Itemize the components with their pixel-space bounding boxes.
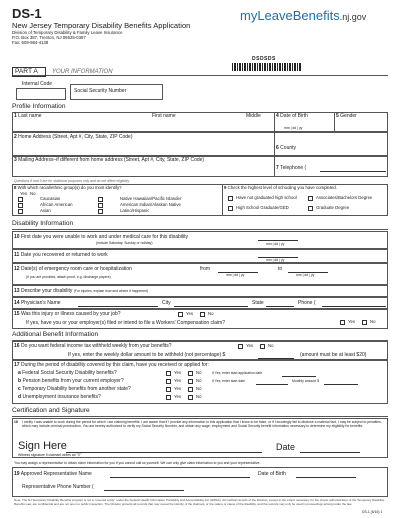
q17a-label: [18, 371, 117, 376]
q16-text: Do you want federal income tax withheld weekly from your benefits?: [20, 343, 172, 349]
school-associates: Associates/Bachelors Degree: [316, 195, 373, 200]
race-caucasian: Caucasian: [40, 196, 61, 201]
q12-to-format: mm | dd | yy: [296, 273, 315, 277]
q16-note: (amount must be at least $20): [300, 352, 367, 358]
ssn-label: Social Security Number: [74, 88, 127, 94]
race-african-american-checkbox[interactable]: [18, 203, 23, 208]
telephone-line: [320, 171, 386, 172]
q9-text: Check the highest level of schooling you have completed.: [227, 185, 337, 190]
q10-date-field[interactable]: [258, 240, 298, 241]
date-label: Date: [276, 442, 296, 452]
race-american-indian: American Indian/Alaskan Native: [120, 202, 181, 207]
school-not-graduated-checkbox[interactable]: [228, 196, 233, 201]
internal-code-box: [16, 88, 66, 100]
q15-sub: If yes, have you or your employer(s) filed or intend to file a Workers' Compensation claim?: [26, 320, 226, 326]
q17c-no-checkbox[interactable]: [188, 387, 193, 392]
rep-phone-field[interactable]: [104, 490, 184, 491]
q17b-label: [18, 379, 124, 384]
q17b-yes: Yes: [174, 378, 182, 383]
race-african-american: African American: [40, 202, 73, 207]
brand-suffix: .nj.gov: [339, 12, 367, 22]
race-caucasian-checkbox[interactable]: [18, 197, 23, 202]
sign-here: Sign Here: [18, 440, 67, 452]
q16-sub: If yes, enter the weekly dollar amount to be withheld (not percentage) $: [68, 352, 226, 358]
q16-amount-field[interactable]: [258, 358, 294, 359]
privacy-note: Note: The NJ Temporary Disability Benefits program is not a "covered entity" under the Federal Health Information Portability and Accountability Act (HIPAA). All medical records of the Division, except to the extent necessary for the proper administration of the Temporary Disability Benefits Law, are confidential and are not open to public inspection. The Division protects all records that may reveal the identity of the claimant, or the nature or cause of the disability, and the records may only be used in proceedings arising under the law.: [14, 498, 385, 506]
q12-sub: (If you are provided, attach proof, e.g. discharge papers): [26, 275, 111, 279]
name-row: [12, 112, 388, 132]
q10-text: First date you were unable to work and under medical care for this disability: [20, 234, 188, 240]
q19-text: Approved Representative Name: [20, 471, 92, 477]
q15-no: No: [208, 311, 214, 316]
q17-text: During the period of disability covered by this claim, have you received or applied for:: [20, 362, 209, 368]
q17d-letter: d: [18, 394, 22, 400]
q17b-no: No: [196, 378, 202, 383]
phone-divider: [274, 156, 275, 177]
q16-no-checkbox[interactable]: [260, 344, 265, 349]
race-asian: Asian: [40, 208, 51, 213]
q16-yes-checkbox[interactable]: [238, 344, 243, 349]
race-native-hawaiian: Native Hawaiian/Pacific Islander: [120, 196, 182, 201]
q17c-text: Temporary Disability benefits from another state?: [22, 386, 131, 392]
disability-rule: [12, 229, 388, 230]
q16-no: No: [268, 343, 274, 348]
q17c-no: No: [196, 386, 202, 391]
cert-rule: [12, 416, 388, 417]
physician-name-field[interactable]: [78, 306, 158, 307]
q17d-yes-checkbox[interactable]: [166, 395, 171, 400]
middle-label[interactable]: Middle: [246, 113, 261, 119]
barcode-text: DSDSDS: [252, 56, 276, 62]
q17a-text: Federal Social Security Disability benefits?: [22, 370, 117, 376]
q15-text: Was this injury or illness caused by your job?: [20, 311, 121, 317]
footer-code-text: DS-1 (6/16): [362, 510, 380, 514]
q17b-amount-field[interactable]: [324, 384, 358, 385]
agency-name: Division of Temporary Disability & Family Leave Insurance: [12, 30, 123, 35]
q8-q9-divider: [222, 184, 223, 216]
telephone-text: Telephone (: [280, 165, 307, 171]
home-address-text: Home Address (Street, Apt #, City, State, ZIP Code): [18, 134, 133, 140]
q15-yes: Yes: [186, 311, 194, 316]
no-header: No: [30, 191, 36, 196]
part-a-label: PART A: [15, 68, 38, 75]
q17d-yes: Yes: [174, 394, 182, 399]
q12-text: Date(s) of emergency room care or hospitalization: [20, 266, 132, 272]
q17a-yes: Yes: [174, 370, 182, 375]
school-hs-checkbox[interactable]: [228, 206, 233, 211]
physician-state-field[interactable]: [266, 306, 294, 307]
gender-label[interactable]: 5 Gender: [336, 113, 357, 119]
agency-fax: Fax: 609-984-4138: [12, 40, 49, 45]
signature-date-field[interactable]: [300, 452, 360, 453]
q9-label: 9 Check the highest level of schooling you have completed.: [224, 185, 337, 190]
school-graduate-checkbox[interactable]: [308, 206, 313, 211]
q17a-yes-checkbox[interactable]: [166, 371, 171, 376]
q17b-text: Pension benefits from your current employer?: [22, 378, 124, 384]
q14-text: Physician's Name: [20, 300, 61, 306]
q17-label: 17 During the period of disability covered by this claim, have you received or applied for:: [14, 362, 209, 368]
mailing-address-label: 3 Mailing Address–if different from home address (Street, Apt #, City, State, ZIP Code): [14, 157, 205, 163]
q16-label: 16 Do you want federal income tax withheld weekly from your benefits?: [14, 343, 172, 349]
internal-code-label: Internal Code: [22, 81, 53, 87]
q10-date-format: mm | dd | yy: [266, 242, 285, 246]
first-name-label[interactable]: First name: [152, 113, 176, 119]
q15b-no-checkbox[interactable]: [362, 320, 367, 325]
q15b-yes-checkbox[interactable]: [340, 320, 345, 325]
rep-name-field[interactable]: [110, 477, 250, 478]
q14-row: [12, 297, 388, 309]
physician-city-field[interactable]: [174, 306, 248, 307]
cert-text: I certify I was unable to work during the period for which I am claiming benefits. I am aware that if I provide any information in this application that I know to be false, or if I knowingly fail to disclose a material fact, I may be subject to penalties, which may include criminal prosecution. You are hereby authorized to verify my Social Security Number, and obtain any wage, employment and Social Security benefit information necessary to determine my eligibility for benefits.: [22, 420, 382, 429]
q17a-start: If Yes, enter start application date: [212, 371, 263, 375]
last-name-text: Last name: [18, 113, 42, 119]
q19-label: 19 Approved Representative Name: [14, 471, 92, 477]
part-a-rule: [12, 75, 388, 76]
q15-no-checkbox[interactable]: [200, 312, 205, 317]
disability-heading: Disability Information: [12, 220, 74, 227]
home-address-label: 2 Home Address (Street, Apt #, City, State, ZIP Code): [14, 134, 133, 140]
q17d-no-checkbox[interactable]: [188, 395, 193, 400]
race-latino-checkbox[interactable]: [98, 209, 103, 214]
q17d-text: Unemployment insurance benefits?: [22, 394, 101, 400]
profile-heading: Profile Information: [12, 103, 66, 110]
dob-label[interactable]: 4 Date of Birth: [276, 113, 308, 119]
q15b-yes: Yes: [348, 319, 356, 324]
brand-main: myLeaveBenefits: [240, 8, 340, 23]
dob-text: Date of Birth: [280, 113, 308, 119]
q17a-letter: a: [18, 370, 21, 376]
signature-field[interactable]: [66, 452, 262, 453]
agency-address: P.O. Box 387, Trenton, NJ 08625-0387: [12, 35, 86, 40]
q10-label: 10 First date you were unable to work and under medical care for this disability: [14, 234, 188, 240]
q17b-start: If Yes, enter start date: [212, 379, 245, 383]
rep-note: You may assign a representative to obtain claim information for you if you cannot call us yourself. We can only give claim information to you and your representative.: [14, 461, 261, 465]
brand-logo: [240, 9, 366, 22]
q16-yes: Yes: [246, 343, 254, 348]
last-name-label[interactable]: 1 Last name: [14, 113, 42, 119]
q17b-no-checkbox[interactable]: [188, 379, 193, 384]
q17b-monthly: Monthly amount $: [292, 379, 319, 383]
q17b-letter: b: [18, 378, 22, 384]
q17a-date-field[interactable]: [282, 376, 316, 377]
barcode: [232, 63, 302, 71]
q12-from-format: mm | dd | yy: [226, 273, 245, 277]
q8-text: With which racial/ethnic group(s) do you most identify?: [17, 185, 122, 190]
q17d-no: No: [196, 394, 202, 399]
footer-code: [362, 511, 382, 514]
q14-label: 14 Physician's Name: [14, 300, 61, 306]
q14-city: City: [162, 300, 171, 306]
q17c-label: [18, 387, 131, 392]
q15b-no: No: [370, 319, 376, 324]
school-graduate: Graduate Degree: [316, 205, 350, 210]
q17c-letter: c: [18, 386, 21, 392]
rep-dob-field[interactable]: [296, 477, 356, 478]
q13-sub: (For injuries, explain how and where it happened): [73, 289, 149, 293]
mailing-address-text: Mailing Address–if different from home address (Street, Apt #, City, State, ZIP Code): [18, 157, 205, 163]
race-latino: Latino/Hispanic: [120, 208, 150, 213]
form-id: DS-1: [12, 6, 42, 21]
cert-heading: Certification and Signature: [12, 407, 90, 414]
dob-format: mm | dd | yy: [284, 126, 303, 130]
q17a-no-checkbox[interactable]: [188, 371, 193, 376]
q12-to: to: [278, 266, 283, 272]
telephone-label[interactable]: 7 Telephone (: [276, 165, 307, 171]
dob-divider: [334, 112, 335, 132]
q12-from: from: [200, 266, 210, 272]
benefits-heading: Additional Benefit Information: [12, 331, 99, 338]
q17b-yes-checkbox[interactable]: [166, 379, 171, 384]
county-label[interactable]: 6 County: [276, 145, 297, 151]
physician-phone-field[interactable]: [322, 306, 386, 307]
county-text: County: [280, 145, 297, 151]
q13-label: 13 Describe your disability (For injuries, explain how and where it happened): [14, 288, 149, 294]
q17b-date-field[interactable]: [256, 384, 288, 385]
school-not-graduated: Have not graduated high school: [236, 195, 297, 200]
race-american-indian-checkbox[interactable]: [98, 203, 103, 208]
q11-date-format: mm | dd | yy: [266, 258, 285, 262]
q17c-yes-checkbox[interactable]: [166, 387, 171, 392]
statistical-note: Questions 8 and 9 are for statistical purposes only and do not affect eligibility: [14, 179, 130, 183]
q11-text: Date you recovered or returned to work: [20, 252, 108, 258]
q17d-label: [18, 395, 101, 400]
part-a-title: YOUR INFORMATION: [52, 69, 113, 75]
q14-phone: Phone (: [298, 300, 316, 306]
q15-yes-checkbox[interactable]: [178, 312, 183, 317]
school-associates-checkbox[interactable]: [308, 196, 313, 201]
yes-header: Yes: [20, 191, 28, 196]
q17c-yes: Yes: [174, 386, 182, 391]
q11-label: 11 Date you recovered or returned to work: [14, 252, 108, 258]
q18-number: 18: [14, 420, 18, 424]
rep-dob-label: Date of Birth: [258, 471, 286, 477]
race-native-hawaiian-checkbox[interactable]: [98, 197, 103, 202]
q15-label: 15 Was this injury or illness caused by your job?: [14, 311, 121, 317]
q10-sub: (Include Saturday, Sunday or holiday): [96, 241, 153, 245]
sign-sub: Witness signature if claimant writes an "X": [18, 453, 82, 457]
gender-text: Gender: [340, 113, 357, 119]
q14-state: State: [252, 300, 264, 306]
school-hs: High School Graduate/GED: [236, 205, 289, 210]
q12-label: 12 Date(s) of emergency room care or hospitalization: [14, 266, 132, 272]
q8-label: 8 With which racial/ethnic group(s) do you most identify?: [14, 185, 122, 190]
footer-page: 1: [380, 510, 383, 514]
q17a-no: No: [196, 370, 202, 375]
rep-phone-label: Representative Phone Number (: [22, 484, 94, 490]
q13-text: Describe your disability: [20, 288, 73, 294]
form-title: New Jersey Temporary Disability Benefits Application: [12, 21, 191, 30]
race-asian-checkbox[interactable]: [18, 209, 23, 214]
